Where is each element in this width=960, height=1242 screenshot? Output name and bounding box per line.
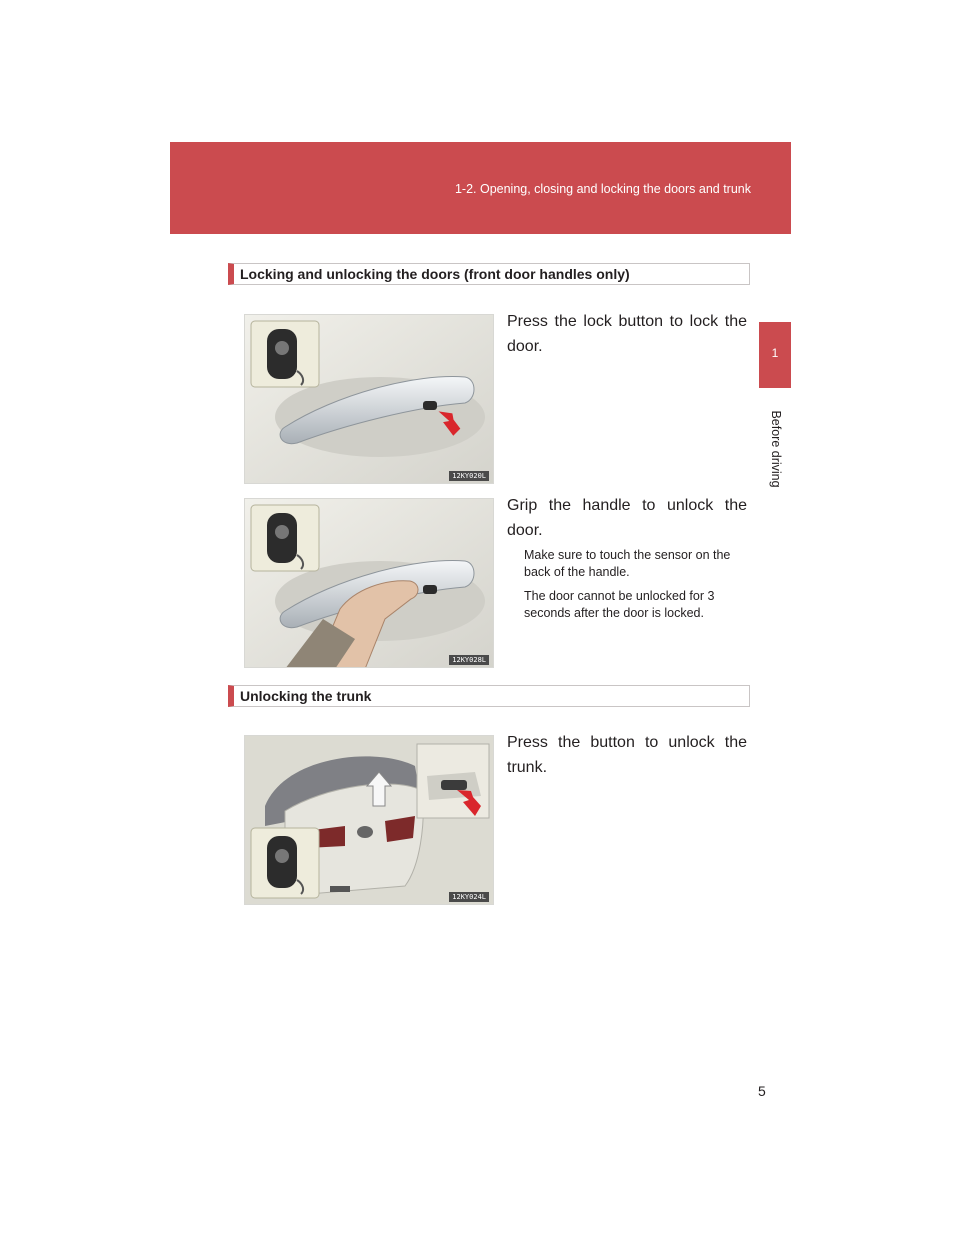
instruction-unlock: Grip the handle to unlock the door. — [507, 497, 747, 539]
figure-trunk — [244, 735, 494, 905]
figure-code: 12KY020L — [449, 471, 489, 481]
figure-lock-button — [244, 314, 494, 484]
instruction-trunk: Press the button to unlock the trunk. — [507, 734, 747, 776]
chapter-tab-number: 1 — [771, 346, 779, 360]
page-number: 5 — [758, 1083, 766, 1099]
chapter-tab — [759, 322, 791, 388]
note-sensor: Make sure to touch the sensor on the back of the handle. — [524, 548, 731, 579]
figure-grip-handle — [244, 498, 494, 668]
section-heading-trunk — [228, 685, 750, 707]
smart-key-icon — [251, 828, 319, 898]
section-title: Unlocking the trunk — [240, 688, 372, 704]
figure-code: 12KY028L — [449, 655, 489, 665]
smart-key-icon — [251, 505, 319, 571]
figure-code: 12KY024L — [449, 892, 489, 902]
chapter-section-title: 1-2. Opening, closing and locking the doors and trunk — [454, 182, 751, 196]
chapter-side-label-text: Before driving — [769, 410, 783, 488]
smart-key-icon — [251, 321, 319, 387]
section-heading-doors — [228, 263, 750, 285]
section-title: Locking and unlocking the doors (front door handles only) — [240, 266, 630, 282]
note-delay: The door cannot be unlocked for 3 seconds after the door is locked. — [524, 589, 715, 620]
instruction-lock: Press the lock button to lock the door. — [507, 313, 747, 355]
chapter-side-label — [766, 398, 786, 488]
header-band — [170, 142, 791, 234]
